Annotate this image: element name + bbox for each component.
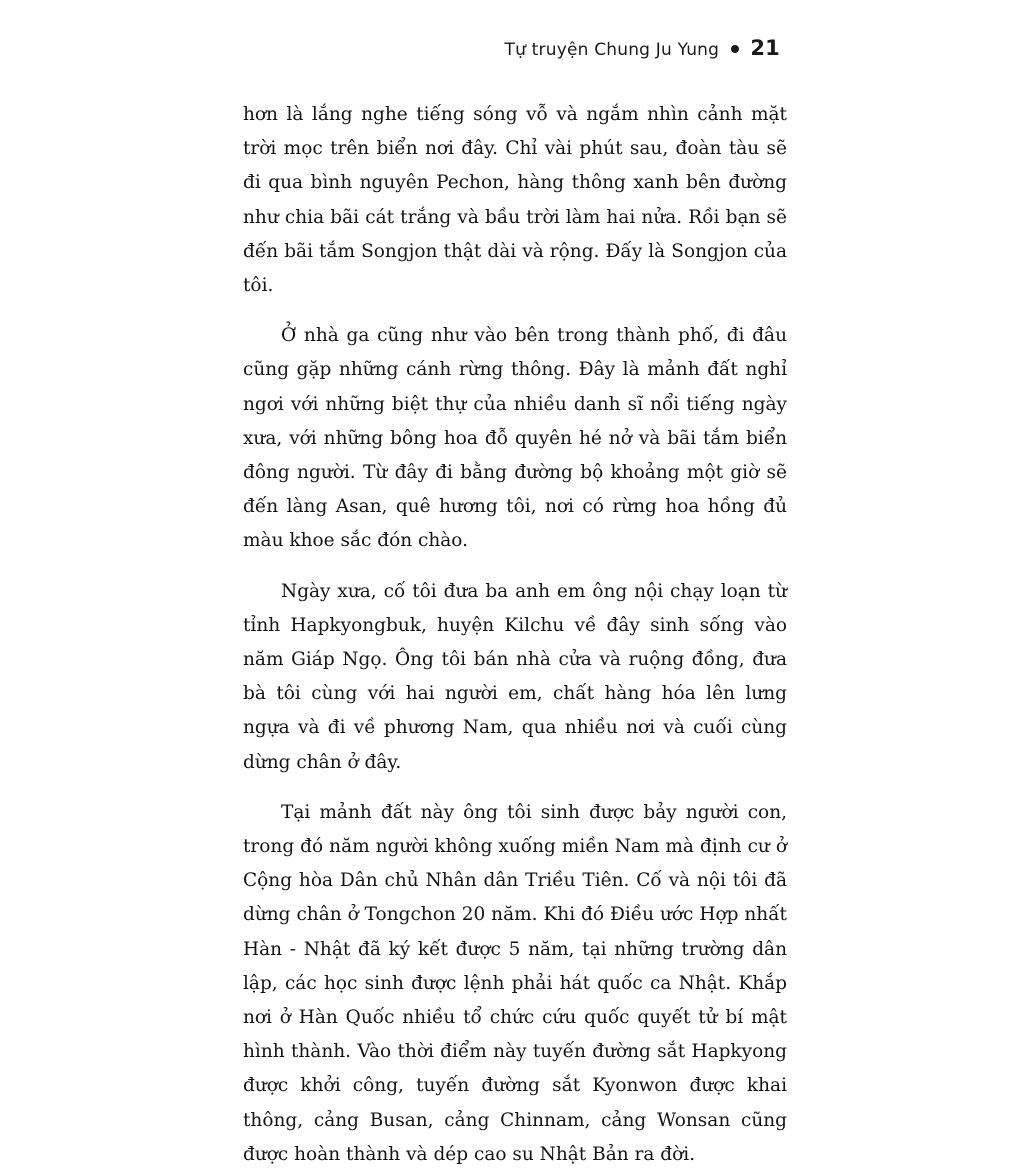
page-number: 21 [750,36,780,60]
book-title: Tự truyện Chung Ju Yung [504,40,720,60]
paragraph: Tại mảnh đất này ông tôi sinh được bảy người con, trong đó năm người không xuống miền Nam mà định cư ở Cộng hòa Dân chủ Nhân dân Triều Tiên. Cố và nội tôi đã dừng chân ở Tongchon 20 năm. Khi đó Điều ước Hợp nhất Hàn - Nhật đã ký kết được 5 năm, tại những trường dân lập, các học sinh được lệnh phải hát quốc ca Nhật. Khắp nơi ở Hàn Quốc nhiều tổ chức cứu quốc quyết tử bí mật hình thành. Vào thời điểm này tuyến đường sắt Hapkyong được khởi công, tuyến đường sắt Kyonwon được khai thông, cảng Busan, cảng Chinnam, cảng Wonsan cũng được hoàn thành và dép cao su Nhật Bản ra đời. [243,801,787,1165]
paragraph: Ngày xưa, cố tôi đưa ba anh em ông nội chạy loạn từ tỉnh Hapkyongbuk, huyện Kilchu về đây sinh sống vào năm Giáp Ngọ. Ông tôi bán nhà cửa và ruộng đồng, đưa bà tôi cùng với hai người em, chất hàng hóa lên lưng ngựa và đi về phương Nam, qua nhiều nơi và cuối cùng dừng chân ở đây. [243,580,787,773]
running-header [505,36,781,60]
paragraph-continued: hơn là lắng nghe tiếng sóng vỗ và ngắm nhìn cảnh mặt trời mọc trên biển nơi đây. Chỉ vài phút sau, đoàn tàu sẽ đi qua bình nguyên Pechon, hàng thông xanh bên đường như chia bãi cát trắng và bầu trời làm hai nửa. Rồi bạn sẽ đến bãi tắm Songjon thật dài và rộng. Đấy là Songjon của tôi. [243,104,787,297]
bullet-separator-icon [731,45,739,53]
paragraph: Ở nhà ga cũng như vào bên trong thành phố, đi đâu cũng gặp những cánh rừng thông. Đây là mảnh đất nghỉ ngơi với những biệt thự của nhiều danh sĩ nổi tiếng ngày xưa, với những bông hoa đỗ quyên hé nở và bãi tắm biển đông người. Từ đây đi bằng đường bộ khoảng một giờ sẽ đến làng Asan, quê hương tôi, nơi có rừng hoa hồng đủ màu khoe sắc đón chào. [243,325,787,552]
body-text [243,98,787,1172]
